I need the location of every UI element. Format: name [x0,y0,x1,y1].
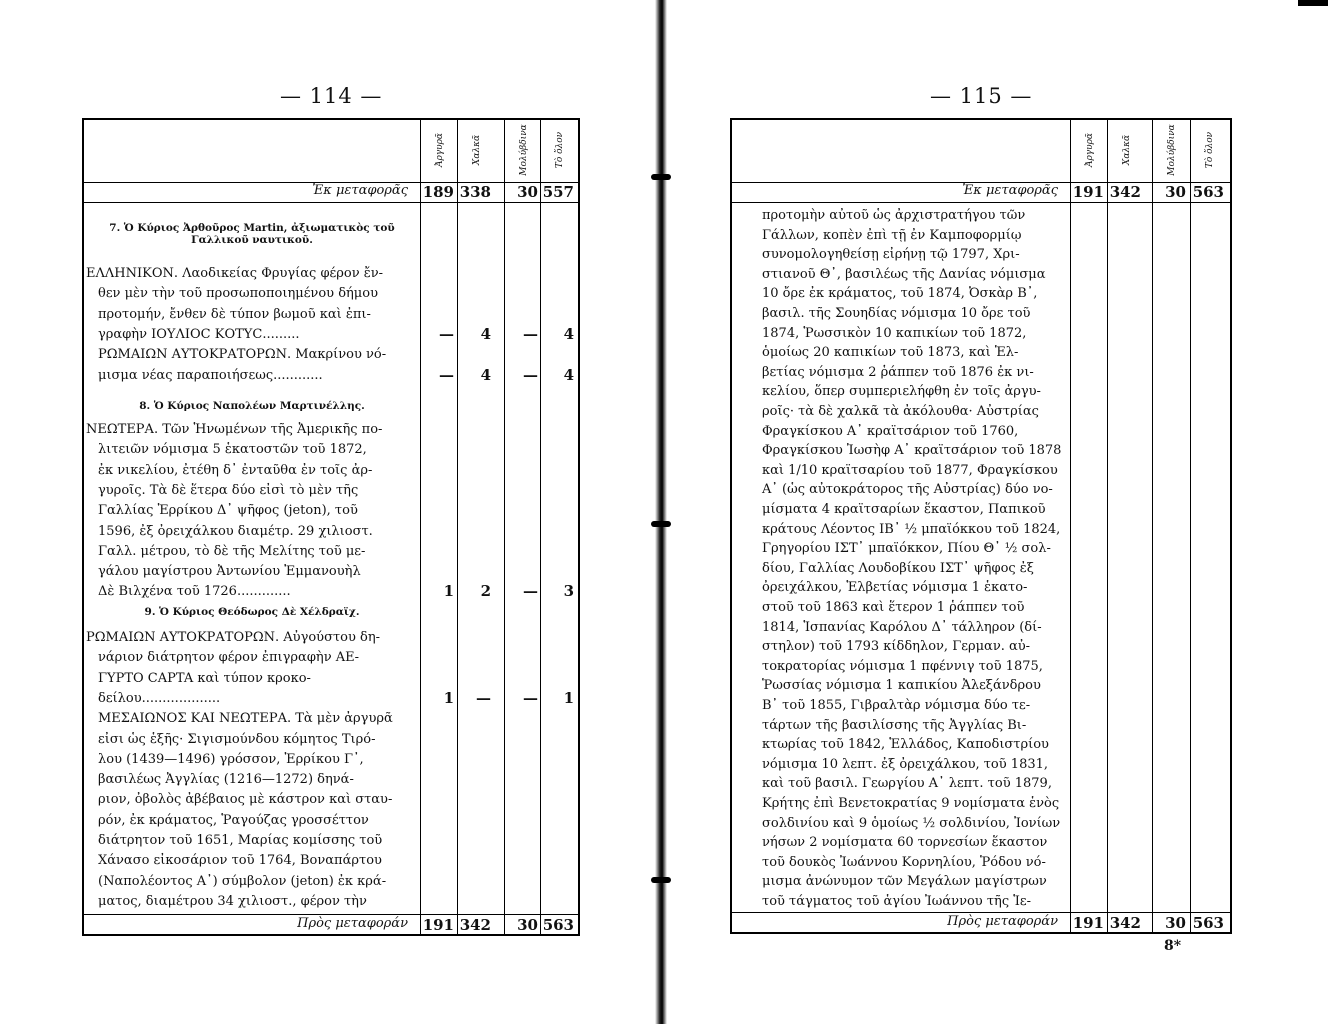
column-divider [504,120,505,934]
text-line: 10 ὄρε ἐκ κράματος, τοῦ 1874, Ὀσκὰρ Β᾽, [762,286,1038,302]
ledger-table [730,118,1232,934]
line-value: — [439,324,454,343]
text-line: ματος, διαμέτρου 34 χιλιοστ., φέρον τὴν [98,893,367,909]
line-value: 1 [443,688,454,707]
column-header-label: Χαλκᾶ [1122,134,1133,166]
forward-value: 30 [1165,914,1186,932]
forward-value: 342 [459,916,491,934]
text-line: νήσων 2 νομίσματα 60 τορνεσίων ἕκαστον [762,835,1048,851]
line-value: — [439,365,454,384]
text-line: Γαλλ. μέτρου, τὸ δὲ τῆς Μελίτης τοῦ με- [98,543,366,559]
line-value: — [476,688,491,707]
total-rule [732,912,1230,913]
line-value: 1 [443,582,454,601]
text-line: ὁμοίως 20 καπικίων τοῦ 1873, καὶ Ἑλ- [762,345,1019,361]
text-line: Α᾽ (ὡς αὐτοκράτορος τῆς Αὐστρίας) δύο νο- [762,482,1053,498]
carried-value: 191 [1072,183,1104,201]
column-header-label: Χαλκᾶ [472,134,483,166]
text-line: ρόν, ἐκ κράματος, Ῥαγούζας γροσσέττον [98,812,369,828]
text-line: δείλου................... [98,690,221,706]
line-value: 3 [563,582,574,601]
text-line: ΡΩΜΑΙΩΝ ΑΥΤΟΚΡΑΤΟΡΩΝ. Αὐγούστου δη- [86,630,381,645]
text-line: εἰσι ὡς ἑξῆς· Σιγισμούνδου κόμητος Τιρό- [98,731,376,747]
text-line: Γαλλίας Ἐρρίκου Δ᾽ ψῆφος (jeton), τοῦ [98,503,358,519]
text-line: τάρτων τῆς βασιλίσσης τῆς Ἀγγλίας Βι- [762,717,1027,733]
page-number: — 115 — [930,84,1033,108]
text-line: θεν μὲν τὴν τοῦ προσωποποιημένου δήμου [98,286,378,302]
ledger-table [82,118,580,936]
text-line: ΝΕΩΤΕΡΑ. Τῶν Ἡνωμένων τῆς Ἀμερικῆς πο- [86,422,383,437]
line-value: 4 [480,324,491,343]
carried-value: 342 [1109,183,1141,201]
forward-label: Πρὸς μεταφοράν [947,914,1058,929]
carried-value: 338 [459,183,491,201]
text-line: ροῖς· τὰ δὲ χαλκᾶ τὰ ἀκόλουθα· Αὐστρίας [762,404,1039,419]
column-divider [457,120,458,934]
text-line: τοῦ τάγματος τοῦ ἁγίου Ἰωάννου τῆς Ἱε- [762,894,1032,909]
section-heading: 8. Ὁ Κύριος Ναπολέων Μαρτινέλλης. [139,400,365,412]
text-line: δίου, Γαλλίας Λουδοβίκου ΙΣΤ᾽ ψῆφος ἐξ [762,560,1034,576]
column-header-label: Ἀργυρᾶ [1085,132,1096,168]
column-header [1116,126,1138,174]
text-line: γυροῖς. Τὰ δὲ ἕτερα δύο εἰσὶ τὸ μὲν τῆς [98,482,359,498]
text-line: Κρήτης ἐπὶ Βενετοκρατίας 9 νομίσματα ἑνὸς [762,796,1060,811]
forward-label: Πρὸς μεταφοράν [297,916,408,931]
text-line: Δὲ Βιλχένα τοῦ 1726............. [98,584,291,600]
text-line: βετίας νόμισμα 2 ῥάππεν τοῦ 1876 ἐκ νι- [762,364,1034,380]
left-page [0,0,660,1024]
text-line: ΕΛΛΗΝΙΚΟΝ. Λαοδικείας Φρυγίας φέρον ἔν- [86,266,384,281]
text-line: κτωρίας τοῦ 1842, Ἑλλάδος, Καποδιστρίου [762,737,1049,753]
carried-label: Ἐκ μεταφορᾶς [962,183,1058,198]
total-rule [84,914,578,915]
text-line: νόμισμα 10 λεπτ. ἐξ ὀρειχάλκου, τοῦ 1831, [762,756,1049,772]
column-divider [1107,120,1108,932]
text-line: νάριον διάτρητον φέρον ἐπιγραφὴν ΑΕ- [98,650,360,666]
right-page [668,0,1328,1024]
text-line: προτομήν, ἔνθεν δὲ τύπον βωμοῦ καὶ ἐπι- [98,306,371,322]
text-line: στοῦ τοῦ 1863 καὶ ἕτερον 1 ῥάππεν τοῦ [762,600,1025,615]
text-line: μίσματα 4 κραϊτσαρίων ἕκαστον, Παπικοῦ [762,502,1046,517]
text-line: βασιλέως Ἀγγλίας (1216—1272) δηνά- [98,772,354,788]
forward-value: 563 [542,916,574,934]
text-line: Γάλλων, κοπὲν ἐπὶ τῇ ἐν Καμποφορμίῳ [762,227,1022,243]
text-line: καὶ τοῦ βασιλ. Γεωργίου Α᾽ λεπτ. τοῦ 1879, [762,776,1052,792]
text-line: Γρηγορίου ΙΣΤ᾽ μπαϊόκκον, Πίου Θ᾽ ½ σολ- [762,541,1051,557]
column-header-label: Τὸ ὅλον [1205,131,1216,169]
column-header-label: Ἀργυρᾶ [435,132,446,168]
text-line: σολδινίου καὶ 9 ὁμοίως ½ σολδινίου, Ἰονίων [762,815,1061,831]
carried-rule [84,202,578,203]
text-line: κελίου, ὅπερ συμπεριελήφθη ἐν τοῖς ἀργυ- [762,384,1041,400]
text-line: 1814, Ἱσπανίας Καρόλου Δ᾽ τάλληρον (δί- [762,619,1042,635]
line-value: 4 [563,324,574,343]
column-header [429,126,451,174]
line-value: — [523,582,538,601]
section-heading: 9. Ὁ Κύριος Θεόδωρος Δὲ Χέλδραϊχ. [144,606,360,618]
line-value: 4 [563,365,574,384]
column-divider [540,120,541,934]
text-line: ΡΩΜΑΙΩΝ ΑΥΤΟΚΡΑΤΟΡΩΝ. Μακρίνου νό- [98,347,387,363]
forward-value: 191 [1072,914,1104,932]
line-value: 1 [563,688,574,707]
text-line: (Ναπολέοντος Α᾽) σύμβολον (jeton) ἐκ κρά- [98,873,387,889]
text-line: γάλου μαγίστρου Ἀντωνίου Ἐμμανουὴλ [98,564,361,580]
text-line: βασιλ. τῆς Σουηδίας νόμισμα 10 ὄρε τοῦ [762,306,1031,321]
forward-value: 342 [1109,914,1141,932]
text-line: Φραγκίσκου Α᾽ κραϊτσάριον τοῦ 1760, [762,423,1019,439]
column-header-label: Τὸ ὅλον [555,131,566,169]
forward-value: 30 [517,916,538,934]
carried-value: 189 [422,183,454,201]
column-header [1079,126,1101,174]
text-line: τοῦ δουκὸς Ἰωάννου Κορνηλίου, Ῥόδου νό- [762,854,1046,870]
column-header [466,126,488,174]
column-divider [420,120,421,934]
line-value: — [523,324,538,343]
column-header [1161,126,1183,174]
text-line: προτομὴν αὐτοῦ ὡς ἀρχιστρατήγου τῶν [762,208,1026,223]
text-line: ριον, ὀβολὸς ἀβέβαιος μὲ κάστρον καὶ σταυ- [98,792,393,808]
text-line: Ῥωσσίας νόμισμα 1 καπικίου Ἀλεξάνδρου [762,678,1041,694]
text-line: μισμα ἀνώνυμον τῶν Μεγάλων μαγίστρων [762,874,1047,890]
text-line: Φραγκίσκου Ἰωσὴφ Α᾽ κραϊτσάριον τοῦ 1878 [762,443,1062,459]
page-number: — 114 — [280,84,383,108]
text-line: ΜΕΣΑΙΩΝΟΣ ΚΑΙ ΝΕΩΤΕΡΑ. Τὰ μὲν ἀργυρᾶ [98,711,393,727]
text-line: τοκρατορίας νόμισμα 1 πφέννιγ τοῦ 1875, [762,658,1043,674]
column-divider [1190,120,1191,932]
carried-value: 563 [1192,183,1224,201]
text-line: καὶ 1/10 κραϊτσαρίου τοῦ 1877, Φραγκίσκου [762,462,1058,478]
text-line: Β᾽ τοῦ 1855, Γιβραλτὰρ νόμισμα δύο τε- [762,698,1031,713]
text-line: στηλον) τοῦ 1793 κίδδηλον, Γερμαν. αὐ- [762,639,1031,655]
text-line: στιανοῦ Θ᾽, βασιλέως τῆς Δανίας νόμισμα [762,266,1046,282]
section-heading: 7. Ὁ Κύριος Ἀρθοῦρος Martin, ἀξιωματικὸς τοῦ Γαλλικοῦ ναυτικοῦ. [109,222,395,246]
text-line: κράτους Λέοντος ΙΒ᾽ ½ μπαϊόκκου τοῦ 1824, [762,521,1061,537]
column-divider [1070,120,1071,932]
text-line: Χάνασο εἰκοσάριον τοῦ 1764, Βοναπάρτου [98,853,382,869]
carried-value: 557 [542,183,574,201]
line-value: 4 [480,365,491,384]
forward-value: 191 [422,916,454,934]
text-line: λιτειῶν νόμισμα 5 ἑκατοστῶν τοῦ 1872, [98,442,367,458]
text-line: ΓΥΡΤΟ CAPTA καὶ τύπον κροκο- [98,670,311,686]
carried-value: 30 [517,183,538,201]
line-value: — [523,365,538,384]
text-line: γραφὴν ΙΟΥΛΙΟϹ ΚΟΤΥϹ......... [98,326,300,342]
carried-rule [732,202,1230,203]
text-line: συνομολογηθείσῃ εἰρήνῃ τῷ 1797, Χρι- [762,247,1020,263]
carried-label: Ἐκ μεταφορᾶς [312,183,408,198]
text-line: λου (1439—1496) γρόσσον, Ἐρρίκου Γ᾽, [98,751,364,767]
line-value: 2 [480,582,491,601]
signature-mark: 8* [1164,938,1182,954]
column-header [1199,126,1221,174]
text-line: ὀρειχάλκου, Ἑλβετίας νόμισμα 1 ἑκατο- [762,580,1028,596]
carried-value: 30 [1165,183,1186,201]
text-line: διάτρητον τοῦ 1651, Μαρίας κομίσσης τοῦ [98,833,383,848]
text-line: 1596, ἐξ ὀρειχάλκου διαμέτρ. 29 χιλιοστ. [98,523,373,539]
column-header [549,126,571,174]
text-line: 1874, Ῥωσσικὸν 10 καπικίων τοῦ 1872, [762,325,1027,341]
column-divider [1152,120,1153,932]
column-header-label: Μολύβδινα [519,124,530,176]
forward-value: 563 [1192,914,1224,932]
line-value: — [523,688,538,707]
column-header [513,126,535,174]
text-line: ἐκ νικελίου, ἐτέθη δ᾽ ἐνταῦθα ἐν τοῖς ἀρ- [98,462,373,478]
column-header-label: Μολύβδινα [1167,124,1178,176]
text-line: μισμα νέας παραποιήσεως............ [98,367,323,383]
